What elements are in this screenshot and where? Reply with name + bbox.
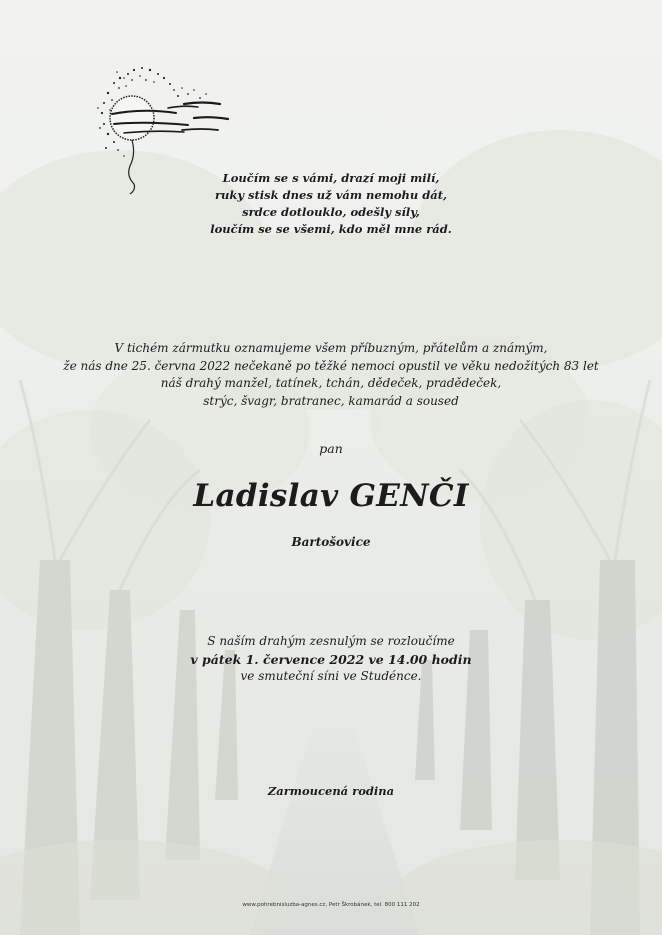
poem-line: srdce dotlouklo, odešly síly, xyxy=(242,205,420,219)
death-announcement xyxy=(0,340,662,410)
funeral-location: ve smuteční síni ve Studénce. xyxy=(240,669,422,683)
poem-line: loučím se se všemi, kdo měl mne rád. xyxy=(210,222,452,236)
announcement-line: že nás dne 25. června 2022 nečekaně po těžké nemoci opustil ve věku nedožitých 83 let xyxy=(63,358,599,373)
family-signature: Zarmoucená rodina xyxy=(267,784,395,798)
farewell-poem xyxy=(0,170,662,238)
funeral-service-footer: www.pohrebnisluzba-agnes.cz, Petr Škrobánek, tel. 800 111 202 xyxy=(242,902,420,908)
announcement-line: strýc, švagr, bratranec, kamarád a soused xyxy=(203,393,459,408)
funeral-details xyxy=(0,633,662,686)
farewell-intro: S naším drahým zesnulým se rozloučíme xyxy=(207,634,455,648)
funeral-date-time: v pátek 1. července 2022 ve 14.00 hodin xyxy=(190,651,472,667)
deceased-name: Ladislav GENČI xyxy=(193,478,469,514)
poem-line: Loučím se s vámi, drazí moji milí, xyxy=(222,171,440,185)
salutation: pan xyxy=(319,441,343,456)
announcement-line: V tichém zármutku oznamujeme všem příbuzným, přátelům a známým, xyxy=(114,341,548,355)
poem-line: ruky stisk dnes už vám nemohu dát, xyxy=(214,188,448,202)
announcement-line: náš drahý manžel, tatínek, tchán, dědeček, pradědeček, xyxy=(160,376,502,390)
deceased-place: Bartošovice xyxy=(291,535,371,549)
